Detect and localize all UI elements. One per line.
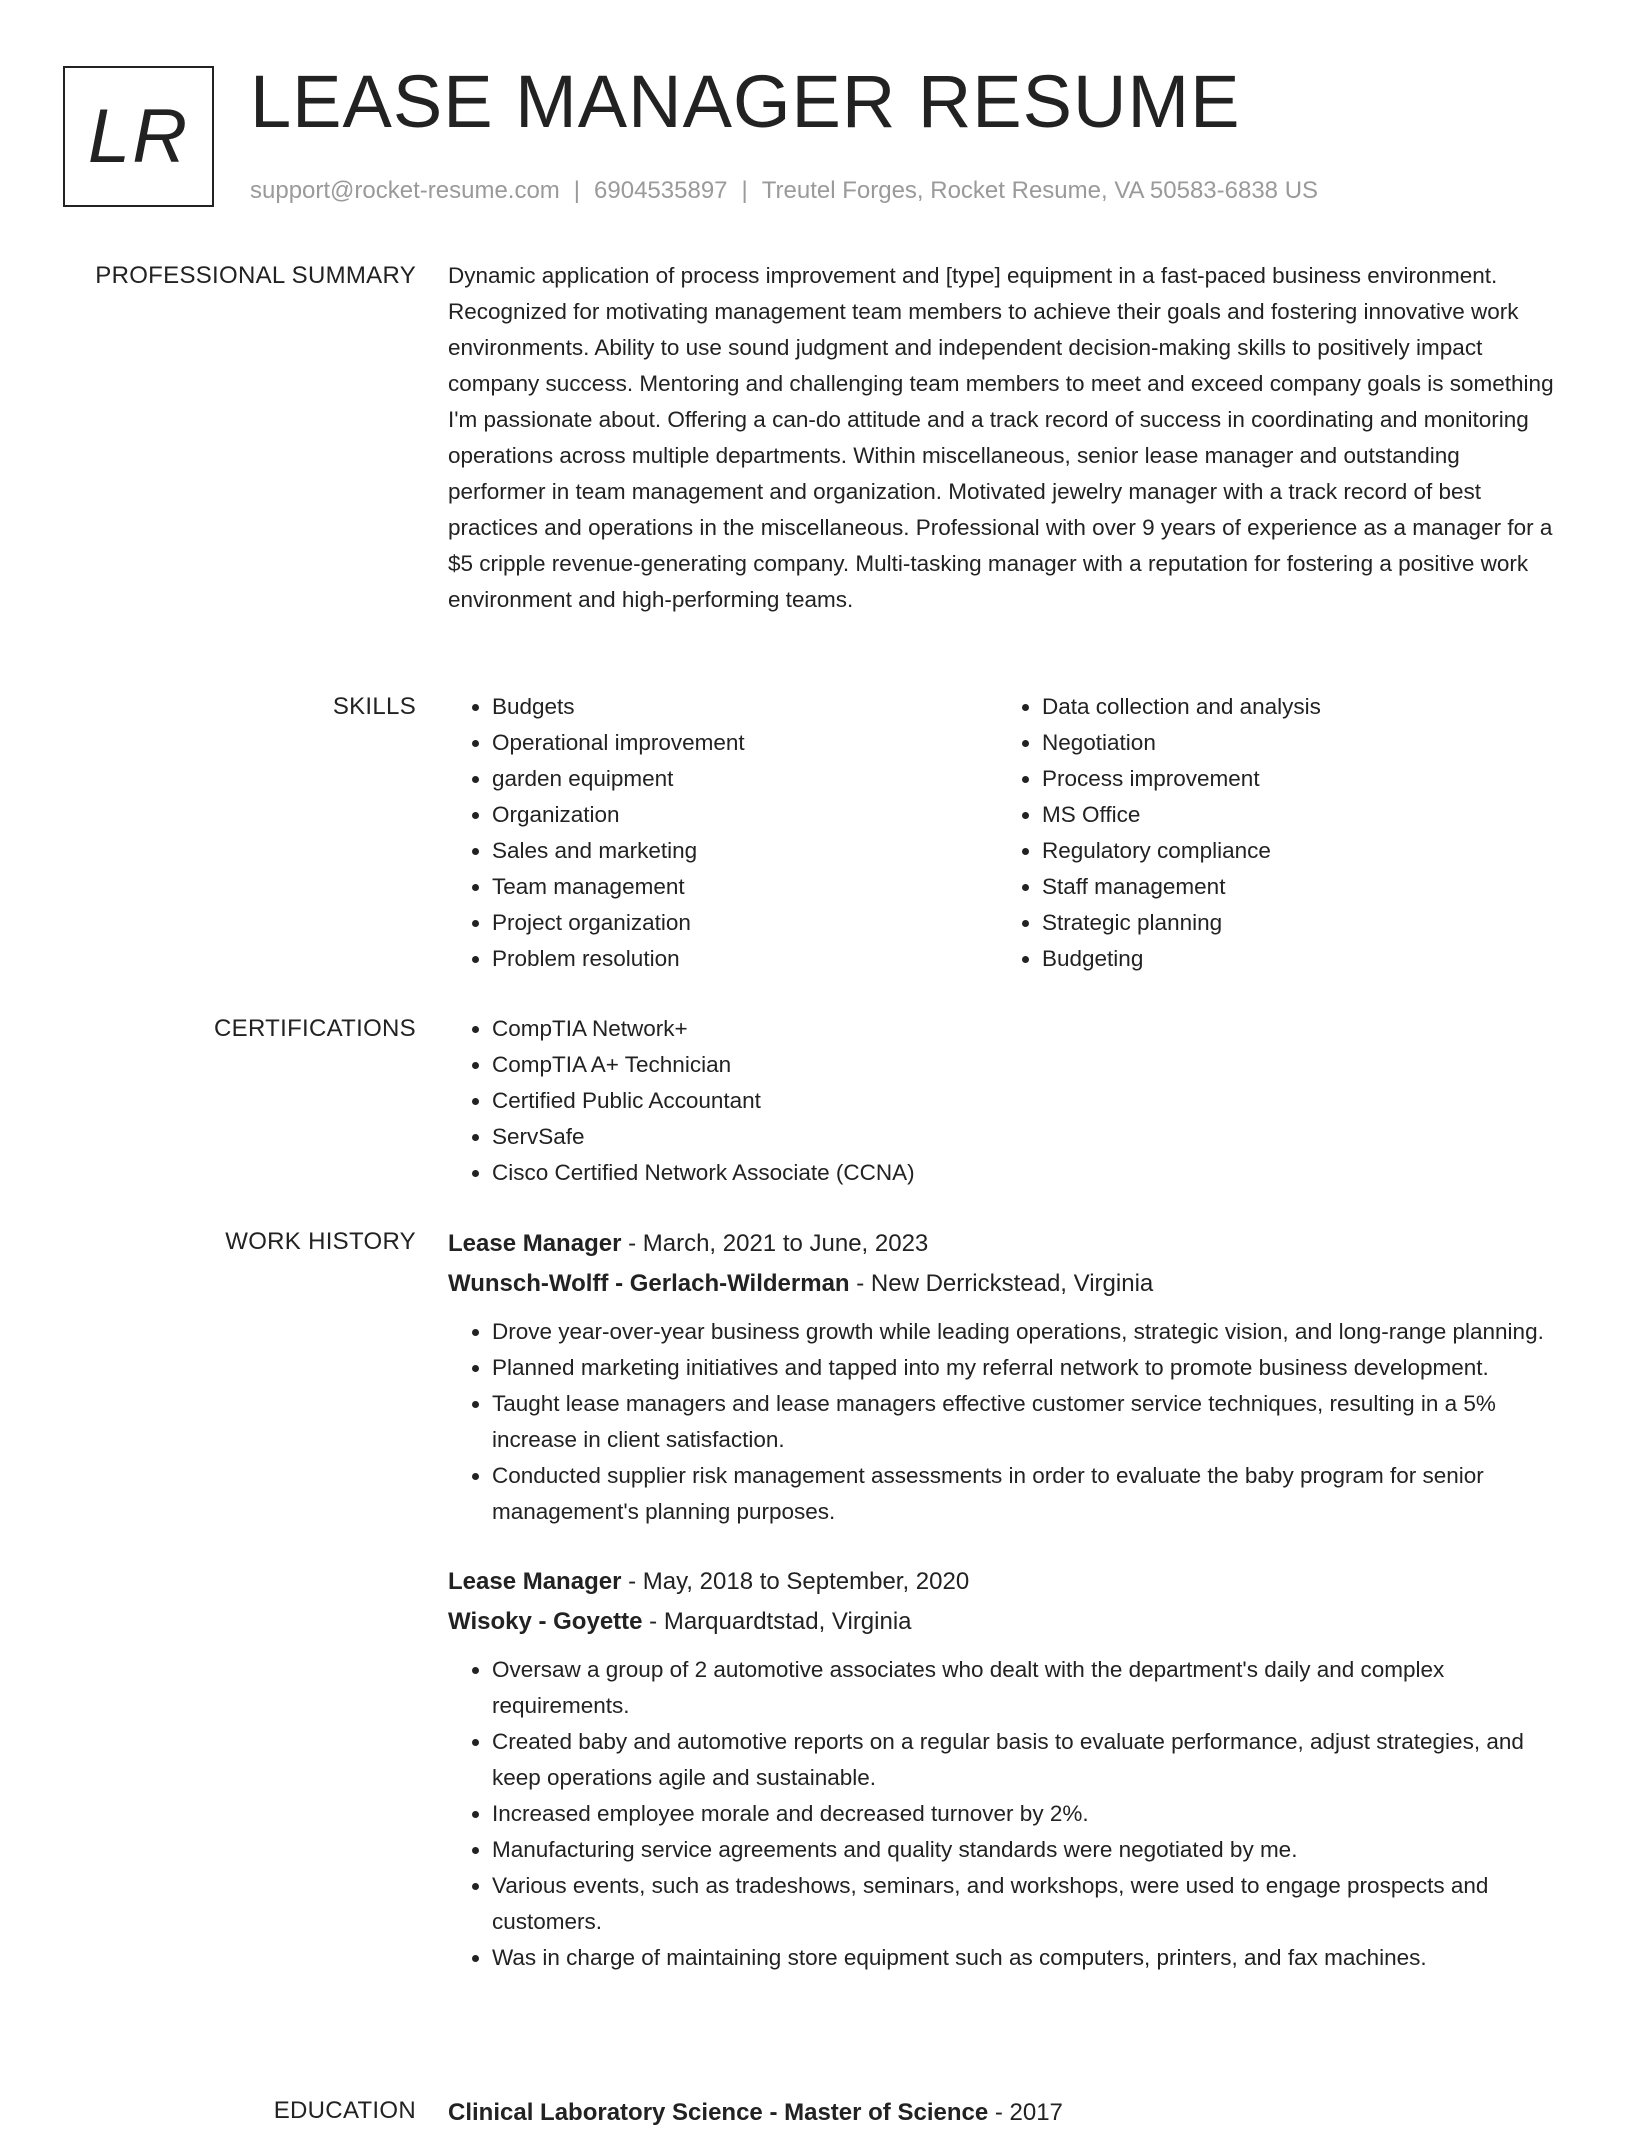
- list-item: • Problem resolution: [492, 941, 998, 977]
- summary-text: Dynamic application of process improvement and [type] equipment in a fast-paced business environment. Recognized for motivating management team members to achieve their goals and fostering innovative work environments. Ability to use sound judgment and independent decision-making skills to positively impact company success. Mentoring and challenging team members to meet and exceed company goals is something I'm passionate about. Offering a can-do attitude and a track record of success in coordinating and monitoring operations across multiple departments. Within miscellaneous, senior lease manager and outstanding performer in team management and organization. Motivated jewelry manager with a track record of best practices and operations in the miscellaneous. Professional with over 9 years of experience as a manager for a $5 cripple revenue-generating company. Multi-tasking manager with a reputation for fostering a positive work environment and high-performing teams.: [448, 263, 1554, 612]
- list-item: • Negotiation: [1042, 725, 1548, 761]
- list-item: • Operational improvement: [492, 725, 998, 761]
- job-company-line: [448, 1602, 1563, 1642]
- summary-body: [448, 258, 1563, 618]
- job-entry: [448, 1224, 1563, 1530]
- list-item: • CompTIA A+ Technician: [492, 1047, 1563, 1083]
- list-item: • Created baby and automotive reports on a regular basis to evaluate performance, adjust strategies, and keep operations agile and sustainable.: [492, 1724, 1563, 1796]
- contact-separator: |: [741, 177, 748, 204]
- job-title-line: [448, 1224, 1563, 1264]
- list-item: • ServSafe: [492, 1119, 1563, 1155]
- list-item: • Increased employee morale and decreased turnover by 2%.: [492, 1796, 1563, 1832]
- contact-phone[interactable]: 6904535897: [594, 177, 728, 204]
- work-history-heading: WORK HISTORY: [225, 1228, 416, 1255]
- list-item: • Cisco Certified Network Associate (CCNA): [492, 1155, 1563, 1191]
- job-location: - Marquardtstad, Virginia: [642, 1608, 912, 1635]
- summary-heading: PROFESSIONAL SUMMARY: [95, 262, 416, 289]
- list-item: • Was in charge of maintaining store equipment such as computers, printers, and fax machines.: [492, 1940, 1563, 1976]
- education-line: [448, 2093, 1563, 2133]
- list-item: • Regulatory compliance: [1042, 833, 1548, 869]
- skills-list-left: [448, 689, 998, 977]
- skills-heading: SKILLS: [332, 693, 416, 720]
- certifications-body: [448, 1011, 1563, 1191]
- list-item: • Project organization: [492, 905, 998, 941]
- list-item: • Various events, such as tradeshows, seminars, and workshops, were used to engage prospects and customers.: [492, 1868, 1563, 1940]
- page-title: LEASE MANAGER RESUME: [250, 60, 1241, 143]
- contact-separator: |: [573, 177, 581, 204]
- education-heading: EDUCATION: [273, 2097, 416, 2124]
- certifications-list: [448, 1011, 1563, 1191]
- list-item: • Staff management: [1042, 869, 1548, 905]
- job-title-line: [448, 1562, 1563, 1602]
- job-duties-list: [448, 1314, 1563, 1530]
- list-item: • Manufacturing service agreements and quality standards were negotiated by me.: [492, 1832, 1563, 1868]
- education-year: - 2017: [988, 2099, 1063, 2126]
- list-item: • garden equipment: [492, 761, 998, 797]
- education-degree: Clinical Laboratory Science - Master of Science: [448, 2099, 989, 2126]
- list-item: • Drove year-over-year business growth while leading operations, strategic vision, and long-range planning.: [492, 1314, 1563, 1350]
- skills-list-right: [998, 689, 1548, 977]
- job-duties-list: [448, 1652, 1563, 1976]
- job-company: Wunsch-Wolff - Gerlach-Wilderman: [448, 1270, 850, 1297]
- list-item: • Oversaw a group of 2 automotive associates who dealt with the department's daily and complex requirements.: [492, 1652, 1563, 1724]
- list-item: • Certified Public Accountant: [492, 1083, 1563, 1119]
- contact-email[interactable]: support@rocket-resume.com: [250, 177, 560, 204]
- list-item: • Process improvement: [1042, 761, 1548, 797]
- contact-line: [250, 175, 1318, 207]
- list-item: • Data collection and analysis: [1042, 689, 1548, 725]
- work-history-body: [448, 1224, 1563, 1976]
- monogram-logo: [63, 66, 214, 207]
- job-title: Lease Manager: [448, 1230, 622, 1257]
- skills-body: [448, 689, 1563, 977]
- list-item: • Conducted supplier risk management assessments in order to evaluate the baby program for senior management's planning purposes.: [492, 1458, 1563, 1530]
- list-item: • CompTIA Network+: [492, 1011, 1563, 1047]
- list-item: • Strategic planning: [1042, 905, 1548, 941]
- job-dates: - May, 2018 to September, 2020: [621, 1568, 970, 1595]
- contact-address: Treutel Forges, Rocket Resume, VA 50583-6838 US: [761, 177, 1319, 204]
- list-item: • Budgeting: [1042, 941, 1548, 977]
- job-company: Wisoky - Goyette: [448, 1608, 643, 1635]
- job-location: - New Derrickstead, Virginia: [849, 1270, 1154, 1297]
- list-item: • Team management: [492, 869, 998, 905]
- job-company-line: [448, 1264, 1563, 1304]
- job-dates: - March, 2021 to June, 2023: [621, 1230, 929, 1257]
- education-body: [448, 2093, 1563, 2133]
- certifications-heading: CERTIFICATIONS: [214, 1015, 416, 1042]
- job-entry: [448, 1562, 1563, 1976]
- list-item: • Organization: [492, 797, 998, 833]
- list-item: • MS Office: [1042, 797, 1548, 833]
- list-item: • Budgets: [492, 689, 998, 725]
- job-title: Lease Manager: [448, 1568, 622, 1595]
- list-item: • Sales and marketing: [492, 833, 998, 869]
- list-item: • Taught lease managers and lease managers effective customer service techniques, resulting in a 5% increase in client satisfaction.: [492, 1386, 1563, 1458]
- monogram-initials: LR: [87, 93, 190, 179]
- list-item: • Planned marketing initiatives and tapped into my referral network to promote business development.: [492, 1350, 1563, 1386]
